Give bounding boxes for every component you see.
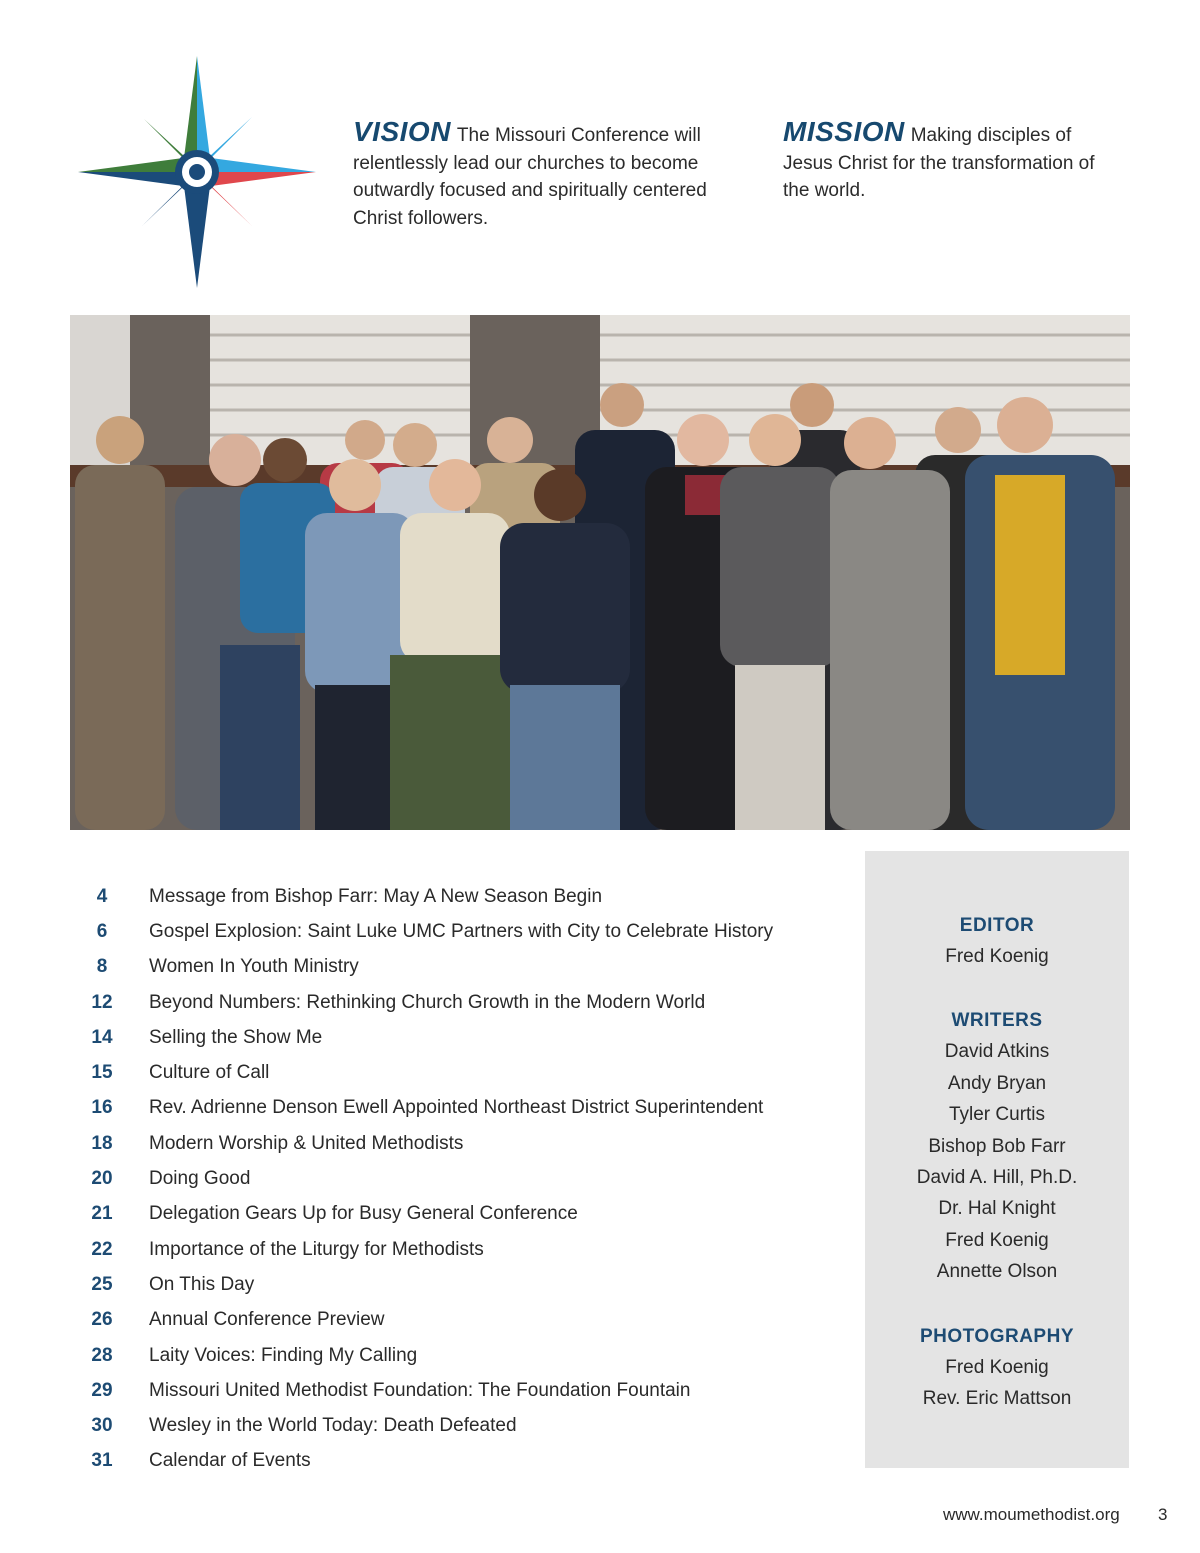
- toc-row[interactable]: [70, 1373, 830, 1408]
- toc-article-title: Importance of the Liturgy for Methodists: [149, 1238, 484, 1260]
- toc-article-title: Selling the Show Me: [149, 1026, 323, 1048]
- toc-page-number: 4: [96, 885, 108, 907]
- toc-article-title: Rev. Adrienne Denson Ewell Appointed Northeast District Superintendent: [149, 1097, 764, 1119]
- toc-article-title: Delegation Gears Up for Busy General Conference: [149, 1203, 578, 1225]
- toc-row[interactable]: [70, 879, 830, 914]
- writers-name: Annette Olson: [936, 1261, 1058, 1283]
- toc-article-title: Laity Voices: Finding My Calling: [149, 1344, 418, 1366]
- toc-row[interactable]: [70, 1444, 830, 1479]
- writers-name: Dr. Hal Knight: [938, 1198, 1056, 1220]
- writers-name: David A. Hill, Ph.D.: [916, 1167, 1078, 1189]
- toc-page-number: 25: [91, 1273, 113, 1295]
- writers-name: Fred Koenig: [945, 1229, 1049, 1251]
- toc-row[interactable]: [70, 1020, 830, 1055]
- toc-row[interactable]: [70, 1232, 830, 1267]
- writers-names: [865, 1036, 1129, 1287]
- page-number: 3: [1158, 1505, 1168, 1524]
- editor-names: [865, 941, 1129, 972]
- website-url[interactable]: www.moumethodist.org: [943, 1505, 1120, 1524]
- vision-text: The Missouri Conference will relentlessly lead our churches to become outwardly focused and spiritually centered Christ followers.: [353, 125, 707, 229]
- writers-name: Andy Bryan: [947, 1072, 1047, 1094]
- toc-page-number: 12: [91, 991, 113, 1013]
- toc-row[interactable]: [70, 1055, 830, 1090]
- writers-name: Bishop Bob Farr: [928, 1135, 1066, 1157]
- photography-name: Rev. Eric Mattson: [922, 1388, 1072, 1410]
- vision-label: VISION: [353, 116, 451, 147]
- toc-row[interactable]: [70, 1161, 830, 1196]
- toc-article-title: On This Day: [149, 1273, 255, 1295]
- toc-row[interactable]: [70, 1267, 830, 1302]
- toc-row[interactable]: [70, 985, 830, 1020]
- toc-article-title: Culture of Call: [149, 1062, 270, 1084]
- compass-star-logo: [76, 54, 318, 290]
- table-of-contents: [70, 879, 830, 1479]
- toc-page-number: 31: [91, 1450, 113, 1472]
- writers-heading: WRITERS: [951, 1010, 1043, 1032]
- toc-row[interactable]: [70, 1303, 830, 1338]
- credits-box: [865, 851, 1129, 1468]
- toc-page-number: 8: [96, 956, 108, 978]
- toc-page-number: 26: [91, 1309, 113, 1331]
- toc-page-number: 14: [91, 1026, 113, 1048]
- writers-name: Tyler Curtis: [948, 1104, 1046, 1126]
- toc-row[interactable]: [70, 950, 830, 985]
- toc-article-title: Gospel Explosion: Saint Luke UMC Partners with City to Celebrate History: [149, 920, 774, 942]
- toc-page-number: 16: [91, 1097, 113, 1119]
- toc-article-title: Missouri United Methodist Foundation: The Foundation Fountain: [149, 1379, 691, 1401]
- vision-statement: [353, 118, 748, 232]
- photography-names: [865, 1352, 1129, 1415]
- toc-article-title: Annual Conference Preview: [149, 1309, 385, 1331]
- toc-row[interactable]: [70, 1126, 830, 1161]
- group-photo: [70, 315, 1130, 830]
- toc-row[interactable]: [70, 1091, 830, 1126]
- toc-article-title: Calendar of Events: [149, 1450, 311, 1472]
- toc-article-title: Message from Bishop Farr: May A New Season Begin: [149, 885, 603, 907]
- toc-article-title: Modern Worship & United Methodists: [149, 1132, 464, 1154]
- toc-article-title: Women In Youth Ministry: [149, 956, 359, 978]
- toc-page-number: 15: [91, 1062, 113, 1084]
- mission-statement: [783, 118, 1113, 205]
- toc-page-number: 20: [91, 1168, 113, 1190]
- toc-page-number: 21: [91, 1203, 113, 1225]
- toc-page-number: 30: [91, 1415, 113, 1437]
- toc-page-number: 22: [91, 1238, 113, 1260]
- toc-article-title: Doing Good: [149, 1168, 251, 1190]
- editor-name: Fred Koenig: [945, 946, 1049, 967]
- toc-row[interactable]: [70, 1408, 830, 1443]
- toc-row[interactable]: [70, 1338, 830, 1373]
- toc-page-number: 29: [91, 1379, 113, 1401]
- toc-row[interactable]: [70, 1197, 830, 1232]
- toc-page-number: 28: [91, 1344, 113, 1366]
- photography-name: Fred Koenig: [945, 1356, 1049, 1378]
- toc-article-title: Wesley in the World Today: Death Defeated: [149, 1415, 517, 1437]
- photography-heading: PHOTOGRAPHY: [919, 1325, 1074, 1347]
- editor-heading: EDITOR: [959, 915, 1035, 936]
- toc-article-title: Beyond Numbers: Rethinking Church Growth in the Modern World: [149, 991, 706, 1013]
- toc-page-number: 6: [96, 920, 108, 942]
- toc-page-number: 18: [91, 1132, 113, 1154]
- writers-name: David Atkins: [944, 1041, 1050, 1063]
- toc-row[interactable]: [70, 914, 830, 949]
- mission-text: Making disciples of Jesus Christ for the transformation of the world.: [783, 125, 1095, 201]
- mission-label: MISSION: [783, 116, 905, 147]
